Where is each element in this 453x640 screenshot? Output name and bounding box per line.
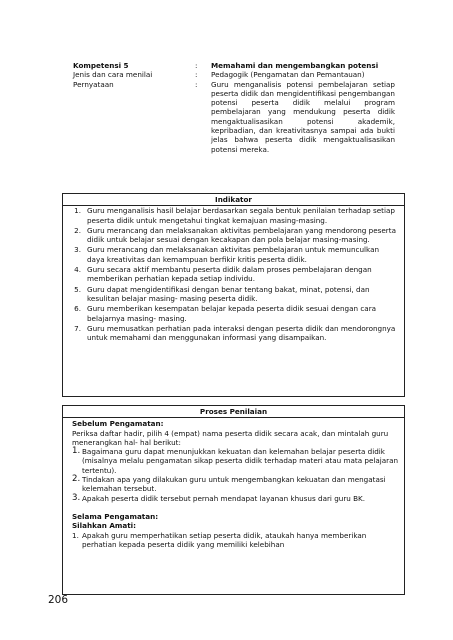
selama-subheading: Silahkan Amati: [72, 521, 136, 531]
item-text: Guru memusatkan perhatian pada interaksi dengan peserta didik dan mendorongnya untuk memahami dan menggunakan informasi yang disampaikan. [87, 323, 396, 343]
jenis-label: Jenis dan cara menilai [73, 70, 153, 80]
sebelum-item [72, 494, 400, 503]
pernyataan-row [73, 80, 395, 154]
item-text: Guru merancang dan melaksanakan aktivitas pembelajaran untuk memunculkan daya kreativitas dan kemampuan berfikir kritis peserta didik. [87, 245, 380, 264]
selama-heading: Selama Pengamatan: [72, 511, 159, 521]
jenis-value: Pedagogik (Pengamatan dan Pemantauan) [211, 70, 365, 80]
indikator-item [63, 245, 396, 264]
item-text: Guru merancang dan melaksanakan aktivitas pembelajaran yang mendorong peserta didik untuk belajar sesuai dengan kecakapan dan pola belajar masing-masing. [87, 225, 396, 245]
selama-list [72, 531, 400, 550]
indikator-item [63, 324, 396, 343]
colon: : [195, 61, 198, 70]
jenis-row [73, 70, 395, 79]
colon: : [195, 79, 198, 89]
indikator-item [63, 265, 396, 284]
item-number: 3. [74, 245, 81, 255]
indikator-list [63, 206, 404, 342]
sebelum-intro: Periksa daftar hadir, pilih 4 (empat) nama peserta didik secara acak, dan mintalah guru menerangkan hal- hal berikut: [72, 428, 389, 447]
page-number: 206 [48, 594, 69, 606]
item-number: 7. [74, 323, 81, 333]
indikator-item [63, 285, 396, 304]
kompetensi-label: Kompetensi 5 [73, 61, 129, 70]
proses-penilaian-box [62, 405, 405, 595]
kompetensi-value: Memahami dan mengembangkan potensi [211, 61, 379, 70]
item-text: Apakah guru memperhatikan setiap peserta didik, ataukah hanya memberikan perhatian kepada peserta didik yang memiliki kelebihan [82, 530, 367, 549]
item-number: 1. [72, 530, 79, 540]
indikator-title: Indikator [63, 194, 404, 206]
item-number: 1. [74, 206, 81, 216]
indikator-item [63, 206, 396, 225]
item-text: Guru menganalisis hasil belajar berdasarkan segala bentuk penilaian terhadap setiap peserta didik untuk mengetahui tingkat kemajuan masing-masing. [87, 206, 395, 225]
item-text: Tindakan apa yang dilakukan guru untuk mengembangkan kekuatan dan mengatasi kelemahan tersebut. [82, 475, 386, 494]
item-number: 1. [72, 446, 81, 457]
sebelum-heading: Sebelum Pengamatan: [72, 419, 164, 429]
spacer [72, 503, 400, 512]
item-number: 6. [74, 304, 81, 314]
selama-item [72, 531, 400, 550]
item-number: 2. [72, 474, 81, 485]
sebelum-list [72, 447, 400, 503]
item-number: 3. [72, 492, 81, 503]
sebelum-item [72, 447, 400, 475]
item-text: Guru memberikan kesempatan belajar kepada peserta didik sesuai dengan cara belajarnya masing- masing. [87, 304, 377, 323]
indikator-item [63, 304, 396, 323]
pernyataan-value: Guru menganalisis potensi pembelajaran setiap peserta didik dan mengidentifikasi pengembangan potensi peserta didik melalui program pembelajaran yang mendukung peserta didik mengaktualisasikan potensi akademik, kepribadian, dan kreativitasnya sampai ada bukti jelas bahwa peserta didik mengaktualisasikan potensi mereka. [211, 79, 395, 154]
pernyataan-label: Pernyataan [73, 79, 114, 89]
item-text: Guru dapat mengidentifikasi dengan benar tentang bakat, minat, potensi, dan kesulitan belajar masing- masing peserta didik. [87, 284, 370, 303]
indikator-box [62, 193, 405, 397]
indikator-item [63, 226, 396, 245]
item-number: 5. [74, 284, 81, 294]
sebelum-item [72, 475, 400, 494]
item-text: Guru secara aktif membantu peserta didik dalam proses pembelajaran dengan memberikan perhatian kepada setiap individu. [87, 265, 372, 284]
competency-header [73, 61, 395, 154]
item-text: Apakah peserta didik tersebut pernah mendapat layanan khusus dari guru BK. [82, 493, 366, 503]
proses-content [63, 418, 404, 549]
item-text: Bagaimana guru dapat menunjukkan kekuatan dan kelemahan belajar peserta didik (misalnya melalu pengamatan sikap peserta didik terhadap materi atau mata pelajaran tertentu). [82, 447, 399, 475]
kompetensi-row [73, 61, 395, 70]
colon: : [195, 70, 198, 80]
item-number: 4. [74, 265, 81, 275]
item-number: 2. [74, 225, 81, 235]
proses-title: Proses Penilaian [63, 406, 404, 418]
